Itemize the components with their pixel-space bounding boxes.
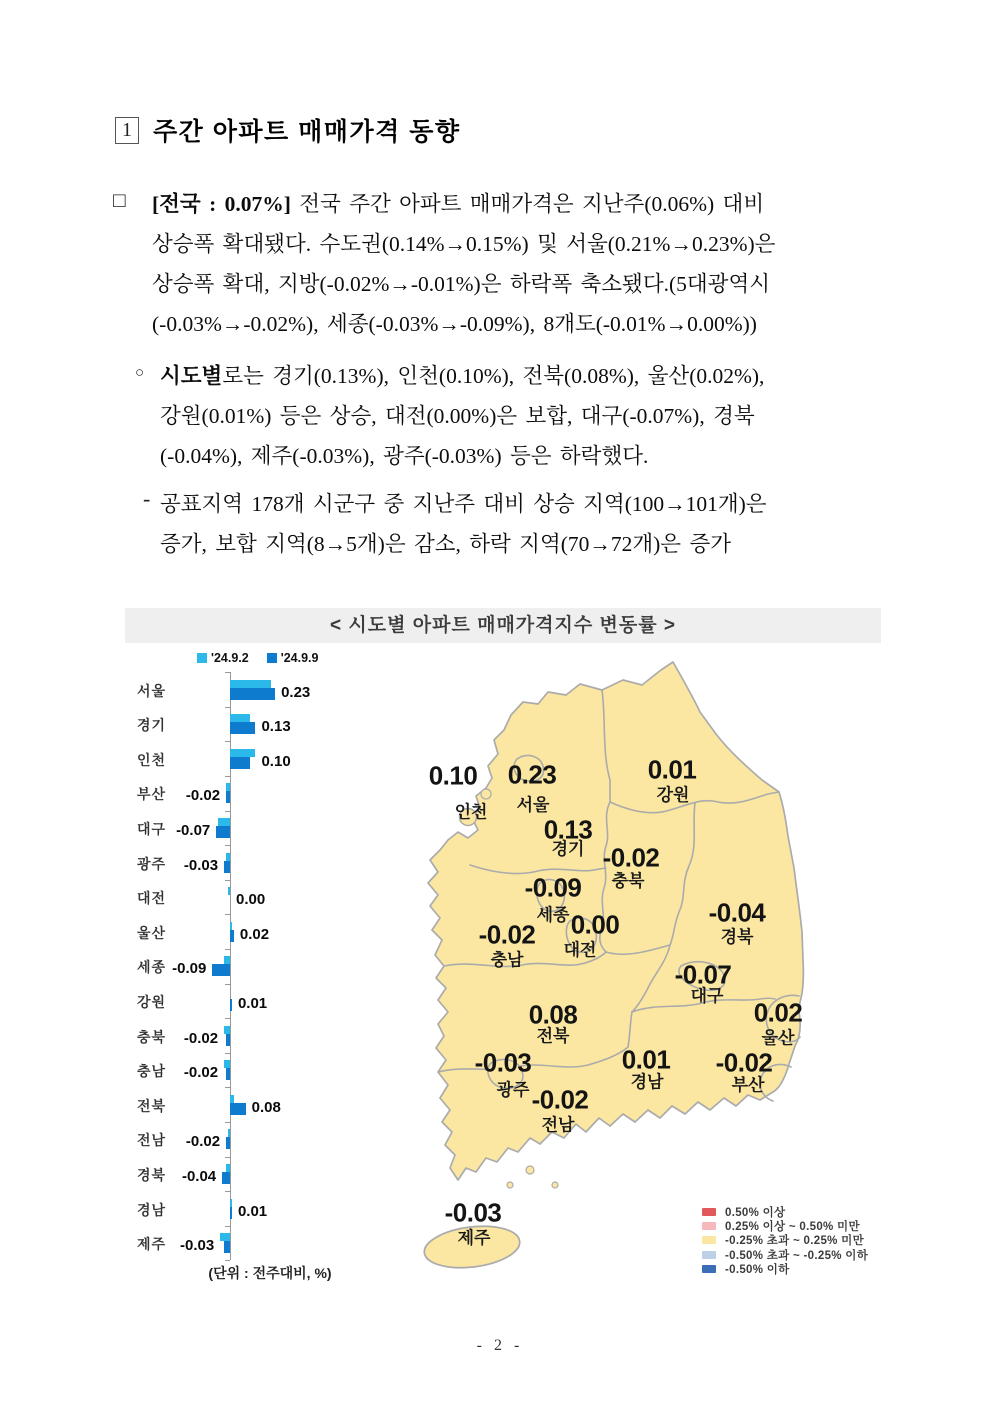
bar-value-label: -0.03 [183, 856, 219, 874]
map-region-name: 서울 [516, 795, 550, 815]
bar-category-label: 강원 [137, 993, 167, 1010]
map-region-name: 광주 [496, 1080, 530, 1100]
map-legend-row [702, 1233, 868, 1247]
bar [230, 922, 232, 930]
map-region-value: 0.01 [647, 754, 697, 785]
paragraph [143, 484, 767, 564]
map-region-name: 경기 [551, 839, 585, 859]
bar-value-label: 0.01 [237, 994, 268, 1012]
map-region-name: 전남 [541, 1115, 575, 1135]
bar-value-label: -0.02 [183, 1064, 219, 1082]
map-region-value: -0.04 [708, 897, 766, 928]
paragraph-line: 상승폭 확대됐다. 수도권(0.14%→0.15%) 및 서울(0.21%→0.23%)은 [152, 232, 776, 256]
map-region-value: 0.23 [507, 759, 557, 790]
axis-tick [225, 741, 230, 742]
paragraph [135, 356, 765, 476]
bar [224, 956, 230, 964]
axis-tick [225, 984, 230, 985]
map-legend-swatch [702, 1222, 716, 1230]
axis-tick [225, 776, 230, 777]
map-region-value: 0.08 [528, 999, 578, 1030]
map-region-value: -0.02 [602, 842, 660, 873]
axis-tick [225, 1191, 230, 1192]
section-heading [115, 112, 461, 148]
bar-category-label: 인천 [137, 751, 167, 768]
bar-category-label: 경기 [137, 717, 167, 734]
axis-tick [225, 1087, 230, 1088]
axis-tick [225, 1018, 230, 1019]
bar [226, 1068, 230, 1080]
unit-caption: (단위 : 전주대비, %) [208, 1265, 332, 1281]
map-region-name: 울산 [761, 1028, 795, 1048]
map-region-name: 강원 [656, 785, 690, 805]
legend-swatch-prev [197, 653, 207, 663]
map-region-value: 0.01 [621, 1044, 671, 1075]
map-region-value: -0.07 [674, 959, 732, 990]
bar-value-label: 0.08 [251, 1098, 281, 1116]
bar [226, 791, 230, 803]
figure-title-bar [125, 608, 881, 643]
bar-category-label: 서울 [137, 682, 167, 699]
map-region-name: 인천 [454, 802, 488, 822]
bar [230, 999, 232, 1011]
bar [230, 722, 255, 734]
small-island-2 [526, 1166, 534, 1174]
paragraph-line: (-0.04%), 제주(-0.03%), 광주(-0.03%) 등은 하락했다. [160, 444, 649, 468]
bar [226, 783, 230, 791]
bar [230, 1199, 232, 1207]
axis-tick [225, 1122, 230, 1123]
axis-tick [225, 1260, 230, 1261]
map-legend-swatch [702, 1208, 716, 1216]
section-title: 주간 아파트 매매가격 동향 [153, 118, 461, 146]
map-legend-label: 0.25% 이상 ~ 0.50% 미만 [725, 1221, 860, 1234]
page-number: - 2 - [476, 1337, 524, 1354]
map-legend-label: -0.50% 이하 [725, 1263, 790, 1276]
map-region-name: 대구 [690, 986, 724, 1006]
map-legend-swatch [702, 1265, 716, 1273]
bar [230, 757, 250, 769]
paragraph-line: (-0.03%→-0.02%), 세종(-0.03%→-0.09%), 8개도(-0.01%→0.00%)) [152, 312, 757, 336]
bar-category-label: 울산 [137, 924, 167, 941]
map-legend [702, 1205, 868, 1276]
map-region-value: 0.00 [570, 909, 620, 940]
map-legend-label: -0.25% 초과 ~ 0.25% 미만 [725, 1235, 864, 1248]
bar-value-label: -0.03 [179, 1237, 215, 1255]
bar [224, 1026, 230, 1034]
bar-value-label: 0.01 [237, 1202, 268, 1220]
bar [230, 1207, 232, 1219]
map-legend-label: 0.50% 이상 [725, 1207, 786, 1220]
bar [226, 853, 230, 861]
map-region-value: 0.02 [753, 997, 803, 1028]
paragraph-bullet: - [143, 486, 151, 511]
bar [220, 1233, 230, 1241]
bar [226, 1164, 230, 1172]
paragraph-line: 시도별로는 경기(0.13%), 인천(0.10%), 전북(0.08%), 울산(0.02%), [160, 364, 765, 388]
bar [224, 861, 230, 873]
map-region-value: 0.10 [428, 760, 478, 791]
bar-category-label: 충남 [137, 1063, 167, 1080]
bar-value-label: -0.02 [185, 1133, 221, 1151]
axis-tick [225, 949, 230, 950]
bar-category-label: 경남 [137, 1201, 167, 1218]
paragraph-line: 증가, 보합 지역(8→5개)은 감소, 하락 지역(70→72개)은 증가 [160, 532, 731, 556]
bar-value-label: 0.00 [236, 891, 266, 909]
bar-category-label: 충북 [137, 1028, 167, 1045]
bar [230, 930, 234, 942]
paragraph-line: [전국 : 0.07%] 전국 주간 아파트 매매가격은 지난주(0.06%) 대비 [152, 192, 765, 216]
bar [228, 1129, 230, 1137]
korea-map [380, 640, 880, 1300]
axis-tick [225, 1157, 230, 1158]
map-legend-label: -0.50% 초과 ~ -0.25% 이하 [725, 1249, 869, 1262]
paragraph-line: 상승폭 확대, 지방(-0.02%→-0.01%)은 하락폭 축소됐다.(5대광역시 [152, 272, 770, 296]
map-legend-row [702, 1248, 868, 1262]
bar-value-label: -0.07 [176, 821, 211, 839]
bar-category-label: 전남 [137, 1132, 167, 1149]
axis-tick [225, 845, 230, 846]
map-region-value: 0.13 [543, 814, 593, 845]
bar [224, 1241, 230, 1253]
map-region-name: 부산 [731, 1075, 765, 1095]
map-region-value: -0.02 [531, 1084, 589, 1115]
paragraph-line: 공표지역 178개 시군구 중 지난주 대비 상승 지역(100→101개)은 [160, 492, 767, 516]
bar-chart-legend [197, 651, 318, 665]
bar [230, 714, 250, 722]
bar [218, 818, 230, 826]
bar-category-label: 부산 [137, 786, 167, 803]
bar [230, 749, 255, 757]
axis-tick [225, 914, 230, 915]
map-legend-row [702, 1219, 868, 1233]
map-region-value: -0.03 [444, 1197, 502, 1228]
map-region-name: 경남 [630, 1072, 664, 1092]
bar [230, 1095, 234, 1103]
map-region-name: 세종 [536, 905, 570, 925]
axis-tick [225, 672, 230, 673]
axis-tick [225, 880, 230, 881]
bar [230, 1103, 246, 1115]
bar-category-label: 경북 [137, 1166, 167, 1183]
map-region-value: -0.03 [474, 1047, 532, 1078]
legend-label-prev: '24.9.2 [211, 651, 249, 665]
bar [224, 1060, 230, 1068]
bar [226, 1137, 230, 1149]
map-region-value: -0.09 [524, 872, 582, 903]
map-region-name: 충북 [611, 871, 645, 891]
paragraph [113, 184, 776, 344]
section-number-box: 1 [115, 117, 139, 144]
map-region-name: 경북 [720, 927, 754, 947]
bar-value-label: -0.09 [172, 960, 207, 978]
figure-title: < 시도별 아파트 매매가격지수 변동률 > [330, 615, 676, 636]
map-region-name: 제주 [457, 1228, 491, 1248]
paragraph-bullet: □ [113, 188, 126, 212]
bar-category-label: 대전 [137, 890, 167, 907]
bar-value-label: 0.02 [239, 925, 270, 943]
bar [222, 1172, 230, 1184]
axis-tick [225, 1226, 230, 1227]
bar [228, 887, 230, 895]
bar-category-label: 제주 [137, 1236, 167, 1253]
bar-category-label: 전북 [137, 1097, 167, 1114]
map-legend-swatch [702, 1236, 716, 1244]
legend-swatch-curr [267, 653, 277, 663]
axis-tick [225, 1053, 230, 1054]
bar-value-label: 0.23 [281, 683, 311, 701]
map-region-name: 충남 [490, 950, 524, 970]
bar [230, 688, 275, 700]
bar-category-label: 세종 [137, 959, 167, 976]
map-region-value: -0.02 [478, 919, 536, 950]
map-legend-row [702, 1262, 868, 1276]
map-region-value: -0.02 [715, 1047, 773, 1078]
paragraph-bullet: ○ [135, 365, 145, 381]
legend-label-curr: '24.9.9 [280, 651, 319, 665]
bar-category-label: 대구 [137, 820, 167, 837]
bar [230, 680, 271, 688]
small-island-3 [507, 1182, 513, 1188]
map-region-name: 전북 [536, 1026, 570, 1046]
paragraph-line: 강원(0.01%) 등은 상승, 대전(0.00%)은 보합, 대구(-0.07%), 경북 [160, 404, 755, 428]
bar-value-label: -0.02 [183, 1029, 219, 1047]
bar-value-label: -0.02 [185, 787, 221, 805]
bar-value-label: 0.10 [261, 752, 291, 770]
axis-tick [225, 707, 230, 708]
bar-value-label: 0.13 [261, 718, 291, 736]
bar-value-label: -0.04 [181, 1167, 217, 1185]
map-legend-swatch [702, 1251, 716, 1259]
map-region-name: 대전 [563, 940, 597, 960]
axis-tick [225, 811, 230, 812]
map-legend-row [702, 1205, 868, 1219]
bar [226, 1034, 230, 1046]
small-island-4 [552, 1182, 558, 1188]
bar [212, 964, 230, 976]
bar-category-label: 광주 [137, 855, 167, 872]
bar [216, 826, 230, 838]
